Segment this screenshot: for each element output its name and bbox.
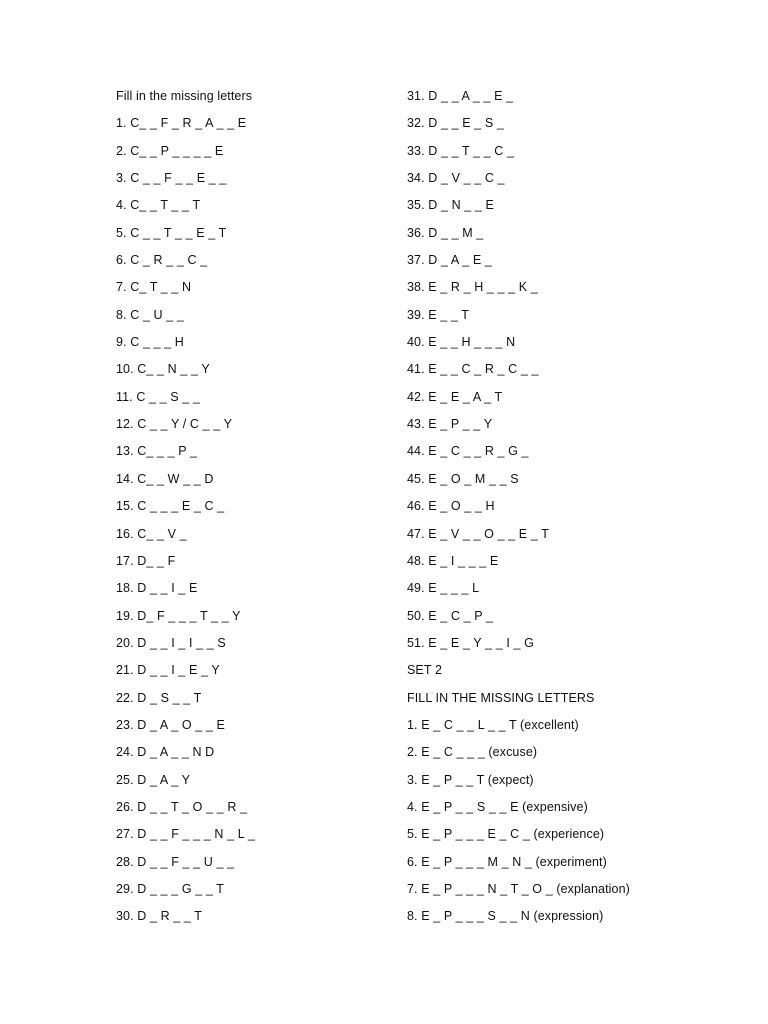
list-item: 29. D _ _ _ G _ _ T [116,881,224,896]
list-item: 31. D _ _ A _ _ E _ [407,89,514,103]
list-item: 15. C _ _ _ E _ C _ [116,499,225,514]
left-column [116,86,386,934]
list-item: 49. E _ _ _ L [407,581,480,596]
worksheet-title: Fill in the missing letters [116,89,253,103]
list-item: 11. C _ _ S _ _ [116,389,200,404]
list-item: 6. C _ R _ _ C _ [116,253,208,268]
list-item: 51. E _ E _ Y _ _ I _ G [407,635,534,650]
list-item: 30. D _ R _ _ T [116,909,203,924]
list-item: 8. E _ P _ _ _ S _ _ N (expression) [407,909,604,924]
list-item: 36. D _ _ M _ [407,225,484,240]
list-item: 50. E _ C _ P _ [407,608,494,623]
list-item: 4. C_ _ T _ _ T [116,198,201,213]
list-item: 10. C_ _ N _ _ Y [116,362,210,377]
list-item: 18. D _ _ I _ E [116,581,198,596]
list-item: 22. D _ S _ _ T [116,690,202,705]
list-item: 4. E _ P _ _ S _ _ E (expensive) [407,799,588,814]
list-item: 8. C _ U _ _ [116,307,184,322]
list-item: 42. E _ E _ A _ T [407,389,503,404]
list-item: 25. D _ A _ Y [116,772,191,787]
list-item: 19. D_ F _ _ _ T _ _ Y [116,608,241,623]
list-item: 1. E _ C _ _ L _ _ T (excellent) [407,717,579,732]
list-item: 3. C _ _ F _ _ E _ _ [116,171,227,186]
list-item: 9. C _ _ _ H [116,335,184,350]
list-item: 20. D _ _ I _ I _ _ S [116,635,226,650]
list-item: 35. D _ N _ _ E [407,198,494,213]
list-item: 32. D _ _ E _ S _ [407,116,504,131]
list-item: 43. E _ P _ _ Y [407,417,493,432]
list-item: 27. D _ _ F _ _ _ N _ L _ [116,827,255,842]
list-item: 34. D _ V _ _ C _ [407,171,505,186]
list-item: 5. E _ P _ _ _ E _ C _ (experience) [407,827,605,842]
list-item: 48. E _ I _ _ _ E [407,553,499,568]
list-item: 5. C _ _ T _ _ E _ T [116,225,227,240]
list-item: 2. C_ _ P _ _ _ _ E [116,143,224,158]
list-item: 3. E _ P _ _ T (expect) [407,772,534,787]
list-item: 1. C_ _ F _ R _ A _ _ E [116,116,247,131]
list-item: 28. D _ _ F _ _ U _ _ [116,854,235,869]
list-item: 21. D _ _ I _ E _ Y [116,663,220,678]
list-item: 39. E _ _ T [407,307,470,322]
list-item: 47. E _ V _ _ O _ _ E _ T [407,526,549,541]
list-item: 16. C_ _ V _ [116,526,187,541]
list-item: 40. E _ _ H _ _ _ N [407,335,516,350]
set-heading: SET 2 [407,663,443,678]
set-instructions: FILL IN THE MISSING LETTERS [407,690,595,705]
list-item: 38. E _ R _ H _ _ _ K _ [407,280,538,295]
list-item: 41. E _ _ C _ R _ C _ _ [407,362,539,377]
right-column [407,86,727,934]
list-item: 33. D _ _ T _ _ C _ [407,143,515,158]
list-item: 46. E _ O _ _ H [407,499,495,514]
list-item: 44. E _ C _ _ R _ G _ [407,444,529,459]
list-item: 14. C_ _ W _ _ D [116,471,214,486]
list-item: 6. E _ P _ _ _ M _ N _ (experiment) [407,854,607,869]
list-item: 7. E _ P _ _ _ N _ T _ O _ (explanation) [407,881,630,896]
list-item: 13. C_ _ _ P _ [116,444,198,459]
list-item: 45. E _ O _ M _ _ S [407,471,519,486]
list-item: 12. C _ _ Y / C _ _ Y [116,417,233,432]
list-item: 7. C_ T _ _ N [116,280,192,295]
list-item: 26. D _ _ T _ O _ _ R _ [116,799,248,814]
list-item: 23. D _ A _ O _ _ E [116,717,225,732]
list-item: 17. D_ _ F [116,553,176,568]
list-item: 37. D _ A _ E _ [407,253,492,268]
list-item: 24. D _ A _ _ N D [116,745,215,760]
list-item: 2. E _ C _ _ _ (excuse) [407,745,538,760]
